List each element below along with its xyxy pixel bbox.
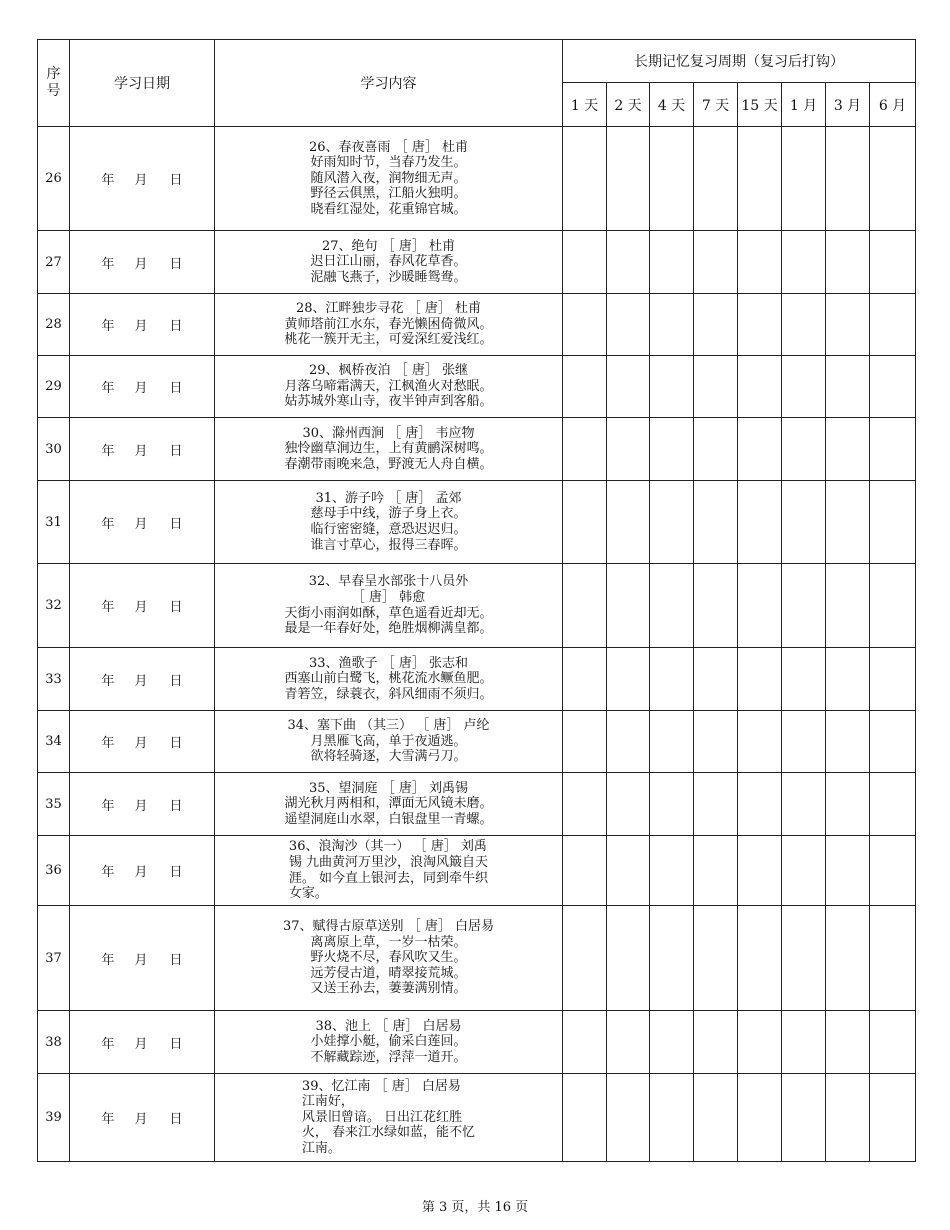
review-checkbox-cell[interactable] xyxy=(694,836,738,906)
poem-line: 泥融飞燕子，沙暖睡鸳鸯。 xyxy=(310,269,467,285)
review-checkbox-cell[interactable] xyxy=(650,564,694,648)
header-seq-line1: 序 xyxy=(46,66,61,82)
date-day-label: 日 xyxy=(169,736,183,751)
date-day-label: 日 xyxy=(169,865,183,880)
poem-line: 离离原上草，一岁一枯荣。 xyxy=(310,934,467,950)
poem-title: 32、早春呈水部张十八员外 xyxy=(308,574,469,590)
poem-title: 28、江畔独步寻花 ［ 唐］ 杜甫 xyxy=(296,301,481,317)
poem-title: 31、游子吟 ［ 唐］ 孟郊 xyxy=(315,490,462,506)
poem-line: 野火烧不尽，春风吹又生。 xyxy=(310,950,467,966)
review-checkbox-cell[interactable] xyxy=(782,711,826,773)
review-checkbox-cell[interactable] xyxy=(694,418,738,481)
review-checkbox-cell[interactable] xyxy=(738,481,782,564)
study-date-field[interactable] xyxy=(70,356,215,418)
poem-line: 好雨知时节，当春乃发生。 xyxy=(310,155,467,171)
header-day-3: 7 天 xyxy=(694,83,738,127)
poem-title: 38、池上 ［ 唐］ 白居易 xyxy=(315,1018,462,1034)
review-checkbox-cell[interactable] xyxy=(738,294,782,356)
review-checkbox-cell[interactable] xyxy=(694,356,738,418)
table-row xyxy=(38,1074,916,1162)
date-month-label: 月 xyxy=(134,516,148,532)
review-checkbox-cell[interactable] xyxy=(563,231,607,294)
date-year-label: 年 xyxy=(101,673,115,689)
review-checkbox-cell[interactable] xyxy=(738,711,782,773)
poem-line: 女家。 xyxy=(288,886,328,902)
date-day-label: 日 xyxy=(169,381,183,396)
review-checkbox-cell[interactable] xyxy=(826,906,870,1011)
table-row xyxy=(38,564,916,648)
review-checkbox-cell[interactable] xyxy=(607,711,650,773)
date-month-label: 月 xyxy=(134,952,148,968)
review-checkbox-cell[interactable] xyxy=(870,1011,916,1074)
poem-line: 火， 春来江水绿如蓝，能不忆 xyxy=(301,1125,476,1141)
review-checkbox-cell[interactable] xyxy=(607,231,650,294)
review-checkbox-cell[interactable] xyxy=(607,564,650,648)
poem-title: 34、塞下曲 （其三） ［ 唐］ 卢纶 xyxy=(287,718,490,734)
poem-title: 33、渔歌子 ［ 唐］ 张志和 xyxy=(309,655,468,671)
review-checkbox-cell[interactable] xyxy=(607,356,650,418)
review-checkbox-cell[interactable] xyxy=(607,648,650,711)
review-checkbox-cell[interactable] xyxy=(738,356,782,418)
header-day-7: 6 月 xyxy=(870,83,916,127)
review-checkbox-cell[interactable] xyxy=(607,1074,650,1162)
date-day-label: 日 xyxy=(169,673,183,689)
header-day-4: 15 天 xyxy=(738,83,782,127)
review-checkbox-cell[interactable] xyxy=(826,481,870,564)
review-checkbox-cell[interactable] xyxy=(870,906,916,1011)
review-checkbox-cell[interactable] xyxy=(870,418,916,481)
review-checkbox-cell[interactable] xyxy=(650,127,694,231)
poem-line: 江南。 xyxy=(301,1140,341,1156)
poem-line: 姑苏城外寒山寺，夜半钟声到客船。 xyxy=(284,394,493,410)
table-row xyxy=(38,836,916,906)
review-checkbox-cell[interactable] xyxy=(694,294,738,356)
review-checkbox-cell[interactable] xyxy=(607,294,650,356)
header-day-6: 3 月 xyxy=(826,83,870,127)
review-checkbox-cell[interactable] xyxy=(563,836,607,906)
review-checkbox-cell[interactable] xyxy=(826,836,870,906)
review-checkbox-cell[interactable] xyxy=(738,418,782,481)
row-number: 31 xyxy=(38,481,70,564)
date-day-label: 日 xyxy=(169,1036,183,1052)
table-row xyxy=(38,418,916,481)
review-checkbox-cell[interactable] xyxy=(782,906,826,1011)
date-year-label: 年 xyxy=(101,798,115,814)
page-footer: 第 3 页，共 16 页 xyxy=(421,1200,529,1215)
poem-title: 30、滁州西涧 ［ 唐］ 韦应物 xyxy=(302,425,475,441)
review-checkbox-cell[interactable] xyxy=(563,294,607,356)
review-checkbox-cell[interactable] xyxy=(607,773,650,836)
header-day-5: 1 月 xyxy=(782,83,826,127)
review-checkbox-cell[interactable] xyxy=(650,231,694,294)
poem-line: 月落乌啼霜满天，江枫渔火对愁眠。 xyxy=(284,378,493,394)
review-checkbox-cell[interactable] xyxy=(650,1011,694,1074)
review-checkbox-cell[interactable] xyxy=(826,418,870,481)
date-month-label: 月 xyxy=(134,1036,148,1052)
review-checkbox-cell[interactable] xyxy=(870,481,916,564)
study-date-field[interactable] xyxy=(70,648,215,711)
review-checkbox-cell[interactable] xyxy=(870,1074,916,1162)
poem-line: 湖光秋月两相和，潭面无风镜未磨。 xyxy=(284,796,493,812)
table-body xyxy=(38,127,916,1162)
review-checkbox-cell[interactable] xyxy=(870,356,916,418)
poem-line: 独怜幽草涧边生，上有黄鹂深树鸣。 xyxy=(284,441,493,457)
date-month-label: 月 xyxy=(134,736,148,751)
date-day-label: 日 xyxy=(169,600,183,615)
table-row xyxy=(38,773,916,836)
date-year-label: 年 xyxy=(101,952,115,968)
review-checkbox-cell[interactable] xyxy=(607,1011,650,1074)
table-row xyxy=(38,356,916,418)
review-checkbox-cell[interactable] xyxy=(694,564,738,648)
table-row xyxy=(38,127,916,231)
row-number: 39 xyxy=(38,1074,70,1162)
row-number: 30 xyxy=(38,418,70,481)
review-checkbox-cell[interactable] xyxy=(650,648,694,711)
study-date-field[interactable] xyxy=(70,231,215,294)
review-checkbox-cell[interactable] xyxy=(738,1074,782,1162)
review-checkbox-cell[interactable] xyxy=(650,711,694,773)
review-checkbox-cell[interactable] xyxy=(650,418,694,481)
study-date-field[interactable] xyxy=(70,294,215,356)
poem-line: 月黑雁飞高，单于夜遁逃。 xyxy=(310,733,467,749)
table-row xyxy=(38,648,916,711)
poem-line: 最是一年春好处，绝胜烟柳满皇都。 xyxy=(284,621,493,637)
poem-title: 37、赋得古原草送别 ［ 唐］ 白居易 xyxy=(283,919,494,935)
table-row xyxy=(38,294,916,356)
poem-line: 临行密密缝，意恐迟迟归。 xyxy=(310,522,467,537)
table-row xyxy=(38,711,916,773)
poem-content xyxy=(215,231,563,294)
row-number: 36 xyxy=(38,836,70,906)
row-number: 32 xyxy=(38,564,70,648)
review-checkbox-cell[interactable] xyxy=(782,418,826,481)
study-date-field[interactable] xyxy=(70,1011,215,1074)
poem-line: 晓看红湿处，花重锦官城。 xyxy=(310,201,467,217)
poem-title: 36、浪淘沙（其一） ［ 唐］ 刘禹 xyxy=(288,839,487,855)
review-checkbox-cell[interactable] xyxy=(870,648,916,711)
review-checkbox-cell[interactable] xyxy=(650,356,694,418)
row-number: 33 xyxy=(38,648,70,711)
poem-line: 不解藏踪迹，浮萍一道开。 xyxy=(310,1049,467,1065)
poem-content xyxy=(215,773,563,836)
review-checkbox-cell[interactable] xyxy=(607,906,650,1011)
review-checkbox-cell[interactable] xyxy=(870,773,916,836)
study-date-field[interactable] xyxy=(70,1074,215,1162)
review-checkbox-cell[interactable] xyxy=(563,773,607,836)
review-checkbox-cell[interactable] xyxy=(782,356,826,418)
date-day-label: 日 xyxy=(169,1112,183,1127)
review-checkbox-cell[interactable] xyxy=(826,648,870,711)
poem-content xyxy=(215,564,563,648)
review-checkbox-cell[interactable] xyxy=(826,773,870,836)
date-day-label: 日 xyxy=(169,173,183,188)
table-row xyxy=(38,1011,916,1074)
row-number: 26 xyxy=(38,127,70,231)
study-date-field[interactable] xyxy=(70,564,215,648)
review-checkbox-cell[interactable] xyxy=(694,773,738,836)
review-checkbox-cell[interactable] xyxy=(563,906,607,1011)
row-number: 35 xyxy=(38,773,70,836)
review-checkbox-cell[interactable] xyxy=(870,231,916,294)
study-date-field[interactable] xyxy=(70,711,215,773)
review-checkbox-cell[interactable] xyxy=(694,648,738,711)
review-checkbox-cell[interactable] xyxy=(870,564,916,648)
row-number: 34 xyxy=(38,711,70,773)
row-number: 38 xyxy=(38,1011,70,1074)
poem-content xyxy=(215,481,563,564)
review-checkbox-cell[interactable] xyxy=(563,648,607,711)
review-checkbox-cell[interactable] xyxy=(694,127,738,231)
poem-line: 遥望洞庭山水翠，白银盘里一青螺。 xyxy=(284,811,493,827)
review-checkbox-cell[interactable] xyxy=(826,711,870,773)
poem-content xyxy=(215,836,563,906)
poem-line: 黄师塔前江水东，春光懒困倚微风。 xyxy=(284,316,493,332)
review-checkbox-cell[interactable] xyxy=(563,127,607,231)
poem-content xyxy=(215,418,563,481)
study-date-field[interactable] xyxy=(70,481,215,564)
review-checkbox-cell[interactable] xyxy=(782,231,826,294)
review-checkbox-cell[interactable] xyxy=(826,564,870,648)
poem-line: 江南好， xyxy=(301,1094,354,1110)
poem-line: 风景旧曾谙。 日出江花红胜 xyxy=(301,1109,463,1125)
review-checkbox-cell[interactable] xyxy=(563,711,607,773)
poem-line: 小娃撑小艇，偷采白莲回。 xyxy=(310,1034,467,1050)
review-checkbox-cell[interactable] xyxy=(782,648,826,711)
header-content: 学习内容 xyxy=(215,40,563,127)
review-checkbox-cell[interactable] xyxy=(870,294,916,356)
table-row xyxy=(38,231,916,294)
review-checkbox-cell[interactable] xyxy=(870,711,916,773)
review-checkbox-cell[interactable] xyxy=(738,906,782,1011)
date-year-label: 年 xyxy=(101,319,115,334)
poem-title: 39、忆江南 ［ 唐］ 白居易 xyxy=(301,1078,461,1094)
date-month-label: 月 xyxy=(134,673,148,689)
date-year-label: 年 xyxy=(101,381,115,396)
date-month-label: 月 xyxy=(134,798,148,814)
poem-content xyxy=(215,127,563,231)
date-month-label: 月 xyxy=(134,443,148,459)
review-checkbox-cell[interactable] xyxy=(607,836,650,906)
review-checkbox-cell[interactable] xyxy=(694,1011,738,1074)
poem-line: 迟日江山丽，春风花草香。 xyxy=(310,254,467,270)
header-review-period: 长期记忆复习周期（复习后打钩） xyxy=(563,40,916,83)
poem-content xyxy=(215,1074,563,1162)
review-checkbox-cell[interactable] xyxy=(870,127,916,231)
review-checkbox-cell[interactable] xyxy=(607,418,650,481)
table-row xyxy=(38,906,916,1011)
poem-line: 天街小雨润如酥，草色遥看近却无。 xyxy=(284,605,493,621)
poem-title: 27、绝句 ［ 唐］ 杜甫 xyxy=(322,238,455,254)
review-checkbox-cell[interactable] xyxy=(563,418,607,481)
poem-line: 青箬笠，绿蓑衣，斜风细雨不须归。 xyxy=(284,686,493,702)
review-checkbox-cell[interactable] xyxy=(826,356,870,418)
study-date-field[interactable] xyxy=(70,127,215,231)
review-checkbox-cell[interactable] xyxy=(782,127,826,231)
review-checkbox-cell[interactable] xyxy=(650,1074,694,1162)
review-checkbox-cell[interactable] xyxy=(782,294,826,356)
date-day-label: 日 xyxy=(169,516,183,532)
review-checkbox-cell[interactable] xyxy=(782,1011,826,1074)
review-schedule-table xyxy=(37,39,916,1162)
poem-line: 慈母手中线，游子身上衣。 xyxy=(310,506,467,522)
review-checkbox-cell[interactable] xyxy=(738,648,782,711)
poem-content xyxy=(215,906,563,1011)
review-checkbox-cell[interactable] xyxy=(694,1074,738,1162)
row-number: 37 xyxy=(38,906,70,1011)
poem-line: 随风潜入夜，润物细无声。 xyxy=(310,170,467,186)
header-seq-line2: 号 xyxy=(46,83,61,99)
date-month-label: 月 xyxy=(134,319,148,334)
study-date-field[interactable] xyxy=(70,418,215,481)
poem-line: 欲将轻骑逐，大雪满弓刀。 xyxy=(310,749,467,765)
review-checkbox-cell[interactable] xyxy=(782,1074,826,1162)
poem-line: 野径云俱黑，江船火独明。 xyxy=(310,186,467,202)
poem-title: 26、春夜喜雨 ［ 唐］ 杜甫 xyxy=(309,139,468,155)
poem-line: 谁言寸草心，报得三春晖。 xyxy=(310,537,467,553)
review-checkbox-cell[interactable] xyxy=(607,481,650,564)
date-month-label: 月 xyxy=(134,381,148,396)
review-checkbox-cell[interactable] xyxy=(563,356,607,418)
poem-line: 远芳侵古道，晴翠接荒城。 xyxy=(310,965,467,981)
date-year-label: 年 xyxy=(101,256,115,272)
review-checkbox-cell[interactable] xyxy=(782,481,826,564)
header-day-1: 2 天 xyxy=(607,83,650,127)
date-day-label: 日 xyxy=(169,319,183,334)
review-checkbox-cell[interactable] xyxy=(694,481,738,564)
poem-line: 又送王孙去，萋萋满别情。 xyxy=(310,981,467,997)
poem-line: 锡 九曲黄河万里沙，浪淘风簸自天 xyxy=(288,854,489,870)
review-checkbox-cell[interactable] xyxy=(694,711,738,773)
review-checkbox-cell[interactable] xyxy=(650,294,694,356)
date-month-label: 月 xyxy=(134,600,148,615)
header-date: 学习日期 xyxy=(70,40,215,127)
study-date-field[interactable] xyxy=(70,773,215,836)
poem-content xyxy=(215,1011,563,1074)
poem-content xyxy=(215,711,563,773)
poem-content xyxy=(215,294,563,356)
review-checkbox-cell[interactable] xyxy=(826,1011,870,1074)
review-checkbox-cell[interactable] xyxy=(826,1074,870,1162)
review-checkbox-cell[interactable] xyxy=(782,564,826,648)
review-checkbox-cell[interactable] xyxy=(870,836,916,906)
date-day-label: 日 xyxy=(169,256,183,272)
review-checkbox-cell[interactable] xyxy=(826,127,870,231)
review-checkbox-cell[interactable] xyxy=(607,127,650,231)
review-checkbox-cell[interactable] xyxy=(738,773,782,836)
date-day-label: 日 xyxy=(169,443,183,459)
review-checkbox-cell[interactable] xyxy=(650,906,694,1011)
header-day-0: 1 天 xyxy=(563,83,607,127)
date-day-label: 日 xyxy=(169,798,183,814)
review-checkbox-cell[interactable] xyxy=(738,836,782,906)
date-day-label: 日 xyxy=(169,952,183,968)
date-month-label: 月 xyxy=(134,173,148,188)
poem-line: ［ 唐］ 韩愈 xyxy=(351,589,426,605)
review-checkbox-cell[interactable] xyxy=(826,294,870,356)
review-checkbox-cell[interactable] xyxy=(650,836,694,906)
date-month-label: 月 xyxy=(134,1112,148,1127)
date-month-label: 月 xyxy=(134,256,148,272)
date-year-label: 年 xyxy=(101,173,115,188)
review-checkbox-cell[interactable] xyxy=(650,773,694,836)
review-checkbox-cell[interactable] xyxy=(694,906,738,1011)
date-year-label: 年 xyxy=(101,1112,115,1127)
review-checkbox-cell[interactable] xyxy=(738,127,782,231)
date-year-label: 年 xyxy=(101,736,115,751)
date-year-label: 年 xyxy=(101,443,115,459)
row-number: 28 xyxy=(38,294,70,356)
poem-content xyxy=(215,356,563,418)
date-year-label: 年 xyxy=(101,600,115,615)
review-checkbox-cell[interactable] xyxy=(738,231,782,294)
review-checkbox-cell[interactable] xyxy=(738,564,782,648)
poem-line: 桃花一簇开无主，可爱深红爱浅红。 xyxy=(284,332,493,348)
poem-title: 29、枫桥夜泊 ［ 唐］ 张继 xyxy=(309,363,468,379)
study-date-field[interactable] xyxy=(70,836,215,906)
review-checkbox-cell[interactable] xyxy=(563,564,607,648)
review-checkbox-cell[interactable] xyxy=(738,1011,782,1074)
review-checkbox-cell[interactable] xyxy=(694,231,738,294)
review-checkbox-cell[interactable] xyxy=(782,836,826,906)
poem-title: 35、望洞庭 ［ 唐］ 刘禹锡 xyxy=(309,780,468,796)
review-checkbox-cell[interactable] xyxy=(826,231,870,294)
poem-line: 涯。 如今直上银河去，同到牵牛织 xyxy=(288,870,489,886)
date-month-label: 月 xyxy=(134,865,148,880)
review-checkbox-cell[interactable] xyxy=(650,481,694,564)
date-year-label: 年 xyxy=(101,1036,115,1052)
table-row xyxy=(38,481,916,564)
date-year-label: 年 xyxy=(101,865,115,880)
poem-line: 春潮带雨晚来急，野渡无人舟自横。 xyxy=(284,456,493,472)
header-day-2: 4 天 xyxy=(650,83,694,127)
review-checkbox-cell[interactable] xyxy=(782,773,826,836)
review-checkbox-cell[interactable] xyxy=(563,1011,607,1074)
row-number: 29 xyxy=(38,356,70,418)
date-year-label: 年 xyxy=(101,516,115,532)
poem-content xyxy=(215,648,563,711)
study-date-field[interactable] xyxy=(70,906,215,1011)
header-seq xyxy=(38,40,70,127)
row-number: 27 xyxy=(38,231,70,294)
review-checkbox-cell[interactable] xyxy=(563,481,607,564)
poem-line: 西塞山前白鹭飞，桃花流水鳜鱼肥。 xyxy=(284,671,493,687)
review-checkbox-cell[interactable] xyxy=(563,1074,607,1162)
